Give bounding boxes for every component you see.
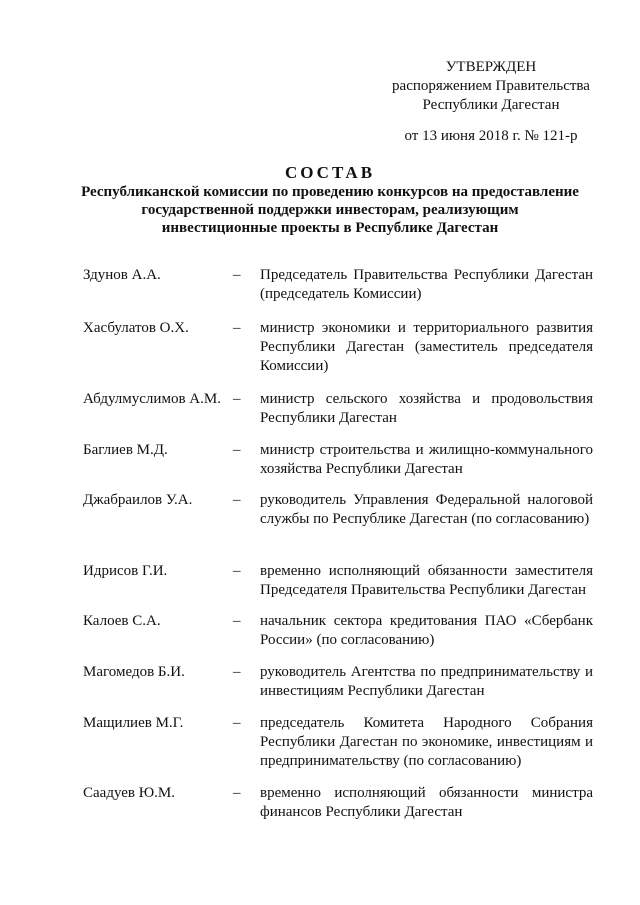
member-name: Джабраилов У.А.	[83, 492, 193, 508]
approval-line-2: Республики Дагестан	[422, 97, 560, 113]
member-role: министр сельского хозяйства и продовольствия Республики Дагестан	[260, 391, 593, 426]
member-row	[83, 441, 593, 479]
approval-stamp-block	[386, 58, 596, 146]
member-row	[83, 319, 593, 376]
title-line-1: Республиканской комиссии по проведению конкурсов на предоставление	[81, 184, 579, 200]
member-name: Мащилиев М.Г.	[83, 715, 184, 731]
member-role: начальник сектора кредитования ПАО «Сбербанк России» (по согласованию)	[260, 613, 593, 648]
member-dash: –	[233, 664, 241, 680]
member-name: Калоев С.А.	[83, 613, 161, 629]
member-role: руководитель Агентства по предпринимательству и инвестициям Республики Дагестан	[260, 664, 593, 699]
title-line-3: инвестиционные проекты в Республике Дагестан	[161, 220, 499, 236]
member-row	[83, 562, 593, 600]
member-role: министр экономики и территориального развития Республики Дагестан (заместитель председателя Комиссии)	[260, 320, 593, 374]
document-title	[60, 163, 600, 237]
member-row	[83, 784, 593, 822]
member-row	[83, 612, 593, 650]
member-role: председатель Комитета Народного Собрания Республики Дагестан по экономике, инвестициям и предпринимательству (по согласованию)	[260, 715, 593, 769]
member-dash: –	[233, 785, 241, 801]
approval-heading: УТВЕРЖДЕН	[445, 59, 537, 75]
member-row	[83, 491, 593, 529]
member-dash: –	[233, 442, 241, 458]
approval-line-1: распоряжением Правительства	[392, 78, 590, 94]
member-name: Здунов А.А.	[83, 267, 161, 283]
member-dash: –	[233, 563, 241, 579]
member-role: министр строительства и жилищно-коммунального хозяйства Республики Дагестан	[260, 442, 593, 477]
member-name: Саадуев Ю.М.	[83, 785, 175, 801]
member-dash: –	[233, 391, 241, 407]
member-name: Магомедов Б.И.	[83, 664, 185, 680]
approval-date: от 13 июня 2018 г. № 121-р	[404, 128, 578, 144]
member-row	[83, 714, 593, 771]
member-row	[83, 390, 593, 428]
member-name: Абдулмуслимов А.М.	[83, 391, 221, 407]
member-name: Идрисов Г.И.	[83, 563, 168, 579]
member-role: временно исполняющий обязанности министра финансов Республики Дагестан	[260, 785, 593, 820]
member-row	[83, 266, 593, 304]
member-row	[83, 663, 593, 701]
member-role: временно исполняющий обязанности заместителя Председателя Правительства Республики Дагестан	[260, 563, 593, 598]
member-dash: –	[233, 320, 241, 336]
member-role: Председатель Правительства Республики Дагестан (председатель Комиссии)	[260, 267, 593, 302]
member-role: руководитель Управления Федеральной налоговой службы по Республике Дагестан (по согласованию)	[260, 492, 593, 527]
title-line-2: государственной поддержки инвесторам, реализующим	[141, 202, 519, 218]
member-dash: –	[233, 613, 241, 629]
member-name: Хасбулатов О.Х.	[83, 320, 189, 336]
title-main: СОСТАВ	[284, 163, 376, 182]
member-dash: –	[233, 492, 241, 508]
member-dash: –	[233, 715, 241, 731]
member-name: Баглиев М.Д.	[83, 442, 168, 458]
member-dash: –	[233, 267, 241, 283]
